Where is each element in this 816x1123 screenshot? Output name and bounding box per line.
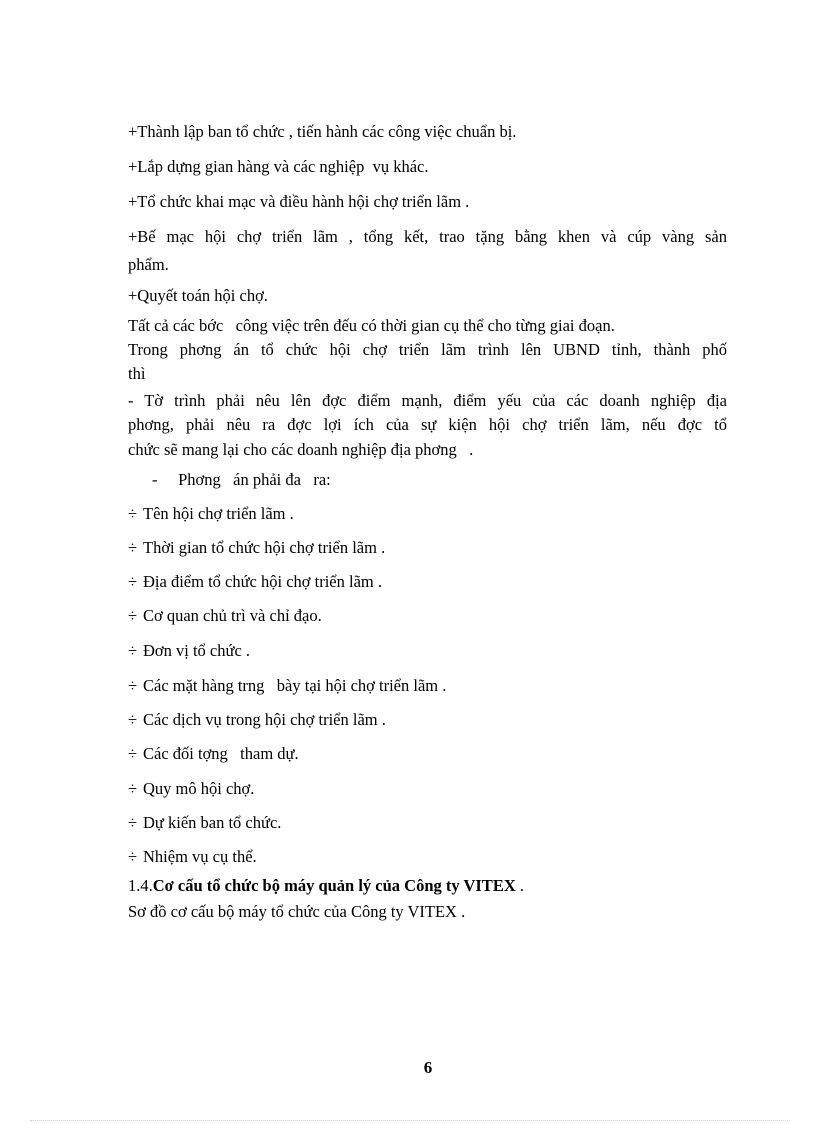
divide-sign: ÷ [128, 606, 138, 625]
list-item [128, 779, 254, 799]
list-item-text: Dự kiến ban tổ chức. [143, 813, 282, 832]
list-item-text: Các đối tợng tham dự. [143, 744, 299, 763]
paragraph-line: Tất cả các bớc công việc trên đếu có thời gian cụ thể cho từng giai đoạn. [128, 316, 615, 335]
divide-sign: ÷ [128, 847, 138, 866]
footer-divider [30, 1120, 790, 1121]
plus-item: +Bế mạc hội chợ triển lãm , tổng kết, trao tặng bằng khen và cúp vàng sản [128, 227, 727, 246]
plus-item-continuation: phẩm. [128, 255, 169, 274]
list-item [128, 572, 382, 592]
paragraph-line: - Tờ trình phải nêu lên đợc điểm mạnh, điểm yếu của các doanh nghiệp địa [128, 391, 727, 410]
page-number: 6 [423, 1058, 433, 1077]
list-item-text: Các dịch vụ trong hội chợ triển lãm . [143, 710, 386, 729]
section-title-end: . [515, 876, 524, 895]
list-item [128, 641, 250, 661]
list-item [128, 676, 446, 696]
divide-sign: ÷ [128, 538, 138, 557]
list-item [128, 710, 386, 730]
divide-sign: ÷ [128, 779, 138, 798]
divide-sign: ÷ [128, 744, 138, 763]
section-title: Cơ cấu tổ chức bộ máy quản lý của Công ty VITEX [152, 876, 516, 895]
paragraph-line: thì [128, 364, 146, 383]
list-item [128, 744, 299, 764]
section-heading [128, 876, 524, 896]
list-item-text: Cơ quan chủ trì và chỉ đạo. [143, 606, 322, 625]
divide-sign: ÷ [128, 641, 138, 660]
list-item [128, 538, 385, 558]
plus-item: +Quyết toán hội chợ. [128, 286, 268, 305]
section-number: 1.4. [128, 876, 153, 895]
list-item-text: Địa điểm tổ chức hội chợ triển lãm . [143, 572, 382, 591]
list-item-text: Nhiệm vụ cụ thể. [143, 847, 257, 866]
section-subtitle: Sơ đồ cơ cấu bộ máy tổ chức của Công ty VITEX . [128, 902, 466, 921]
divide-sign: ÷ [128, 676, 138, 695]
list-item-text: Đơn vị tổ chức . [143, 641, 251, 660]
plus-item: +Thành lập ban tổ chức , tiến hành các công việc chuẩn bị. [128, 122, 517, 141]
plus-item: +Tổ chức khai mạc và điều hành hội chợ triển lãm . [128, 192, 470, 211]
list-item [128, 813, 281, 833]
divide-sign: ÷ [128, 813, 138, 832]
list-item-text: Tên hội chợ triển lãm . [143, 504, 294, 523]
list-item [128, 847, 257, 867]
dash-item: - Phơng án phải đa ra: [152, 470, 331, 489]
divide-sign: ÷ [128, 572, 138, 591]
paragraph-line: phơng, phải nêu ra đợc lợi ích của sự kiện hội chợ triển lãm, nếu đợc tổ [128, 415, 727, 434]
paragraph-line: chức sẽ mang lại cho các doanh nghiệp địa phơng . [128, 440, 474, 459]
list-item-text: Thời gian tổ chức hội chợ triển lãm . [143, 538, 386, 557]
list-item [128, 504, 294, 524]
plus-item: +Lắp dựng gian hàng và các nghiệp vụ khác. [128, 157, 429, 176]
list-item [128, 606, 322, 626]
paragraph-line: Trong phơng án tổ chức hội chợ triển lãm trình lên UBND tỉnh, thành phố [128, 340, 727, 359]
divide-sign: ÷ [128, 710, 138, 729]
divide-sign: ÷ [128, 504, 138, 523]
list-item-text: Các mặt hàng trng bày tại hội chợ triển lãm . [143, 676, 447, 695]
list-item-text: Quy mô hội chợ. [143, 779, 255, 798]
